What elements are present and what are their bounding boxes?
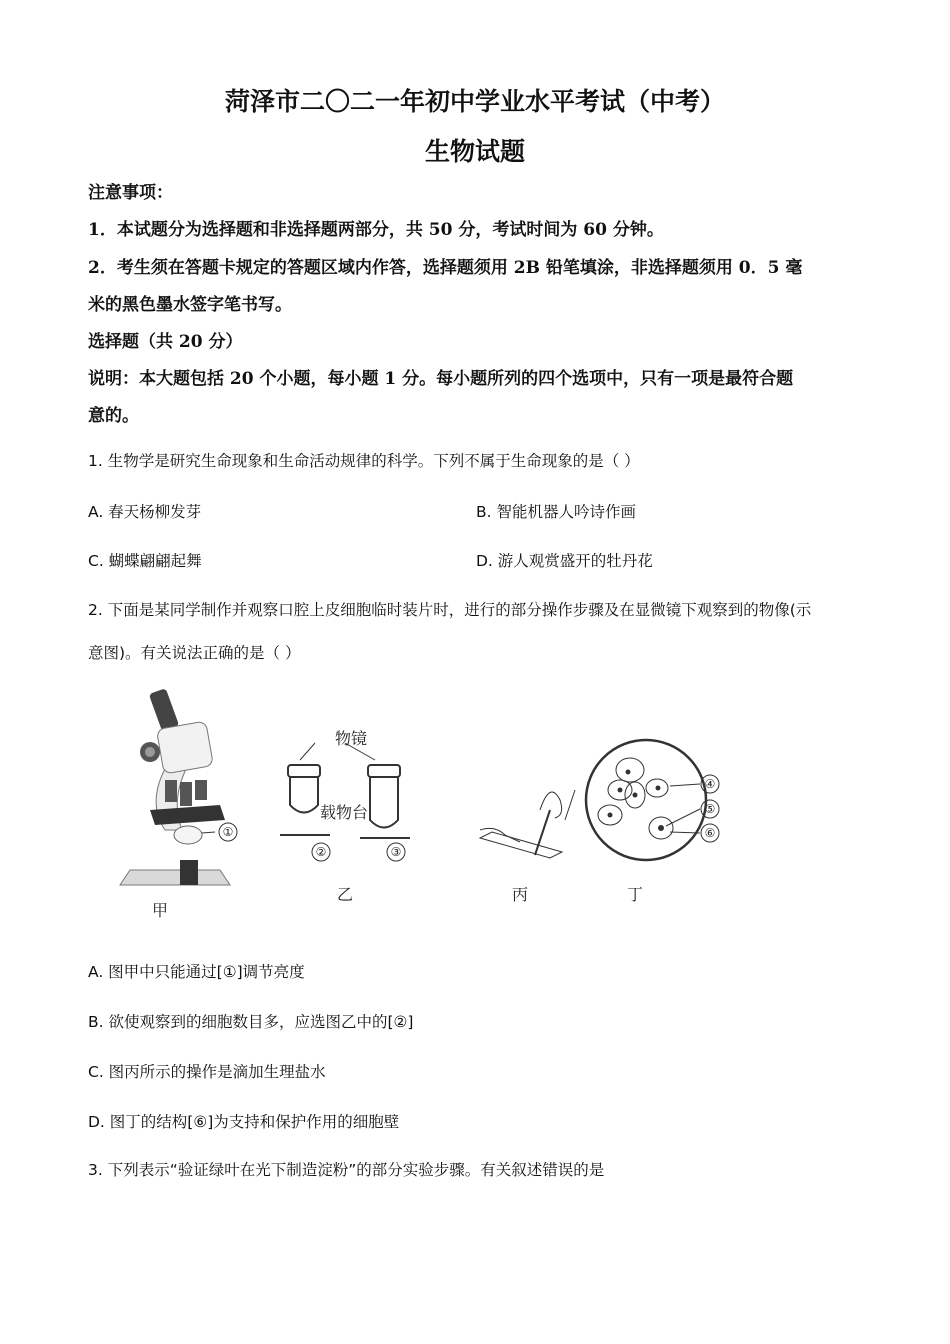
q2-stem-line-1: 2. 下面是某同学制作并观察口腔上皮细胞临时装片时，进行的部分操作步骤及在显微镜下观察到的物像(示 xyxy=(88,601,812,619)
figure-label-objective: 物镜 xyxy=(335,729,368,748)
figure-num-1: ① xyxy=(222,825,234,839)
notice-item-2-line-2: 米的黑色墨水签字笔书写。 xyxy=(88,295,292,315)
notice-item-2-line-1: 2．考生须在答题卡规定的答题区域内作答，选择题须用 2B 铅笔填涂，非选择题须用 0．5 毫 xyxy=(88,258,803,278)
q1-option-d: D. 游人观赏盛开的牡丹花 xyxy=(476,552,653,570)
q2-stem-line-2: 意图)。有关说法正确的是（ ） xyxy=(88,644,301,662)
figure-label-jia: 甲 xyxy=(151,901,169,920)
objective-lens-illustration xyxy=(280,743,410,861)
q1-option-b: B. 智能机器人吟诗作画 xyxy=(476,503,636,521)
q1-option-c: C. 蝴蝶翩翩起舞 xyxy=(88,552,202,570)
q2-option-c: C. 图丙所示的操作是滴加生理盐水 xyxy=(88,1063,326,1081)
figure-label-bing: 丙 xyxy=(511,885,529,904)
figure-num-3: ③ xyxy=(390,845,402,859)
figure-num-2: ② xyxy=(315,845,327,859)
q2-figure-svg xyxy=(110,680,750,920)
notice-item-1: 1．本试题分为选择题和非选择题两部分，共 50 分，考试时间为 60 分钟。 xyxy=(88,220,664,240)
coverslip-illustration xyxy=(480,790,575,858)
notice-heading: 注意事项： xyxy=(88,183,173,203)
figure-label-ding: 丁 xyxy=(626,885,644,904)
q2-option-a: A. 图甲中只能通过[①]调节亮度 xyxy=(88,963,305,981)
q3-stem: 3. 下列表示“验证绿叶在光下制造淀粉”的部分实验步骤。有关叙述错误的是 xyxy=(88,1161,605,1179)
figure-label-yi: 乙 xyxy=(336,885,354,904)
figure-num-5: ⑤ xyxy=(704,802,716,816)
section-desc-line-2: 意的。 xyxy=(88,406,139,426)
section-desc-line-1: 说明：本大题包括 20 个小题，每小题 1 分。每小题所列的四个选项中，只有一项是最符合题 xyxy=(88,369,794,389)
exam-title: 菏泽市二〇二一年初中学业水平考试（中考） xyxy=(224,87,725,116)
figure-label-stage: 载物台 xyxy=(320,803,369,822)
q1-option-a: A. 春天杨柳发芽 xyxy=(88,503,202,521)
microscope-illustration xyxy=(120,688,237,885)
q1-stem: 1. 生物学是研究生命现象和生命活动规律的科学。下列不属于生命现象的是（ ） xyxy=(88,452,640,470)
q2-option-d: D. 图丁的结构[⑥]为支持和保护作用的细胞壁 xyxy=(88,1113,400,1131)
cell-view-illustration xyxy=(586,740,719,860)
exam-subtitle: 生物试题 xyxy=(424,137,525,166)
figure-num-6: ⑥ xyxy=(704,826,716,840)
q2-option-b: B. 欲使观察到的细胞数目多，应选图乙中的[②] xyxy=(88,1013,414,1031)
section-heading: 选择题（共 20 分） xyxy=(88,332,243,352)
q2-figure xyxy=(110,680,750,920)
figure-num-4: ④ xyxy=(704,777,716,791)
